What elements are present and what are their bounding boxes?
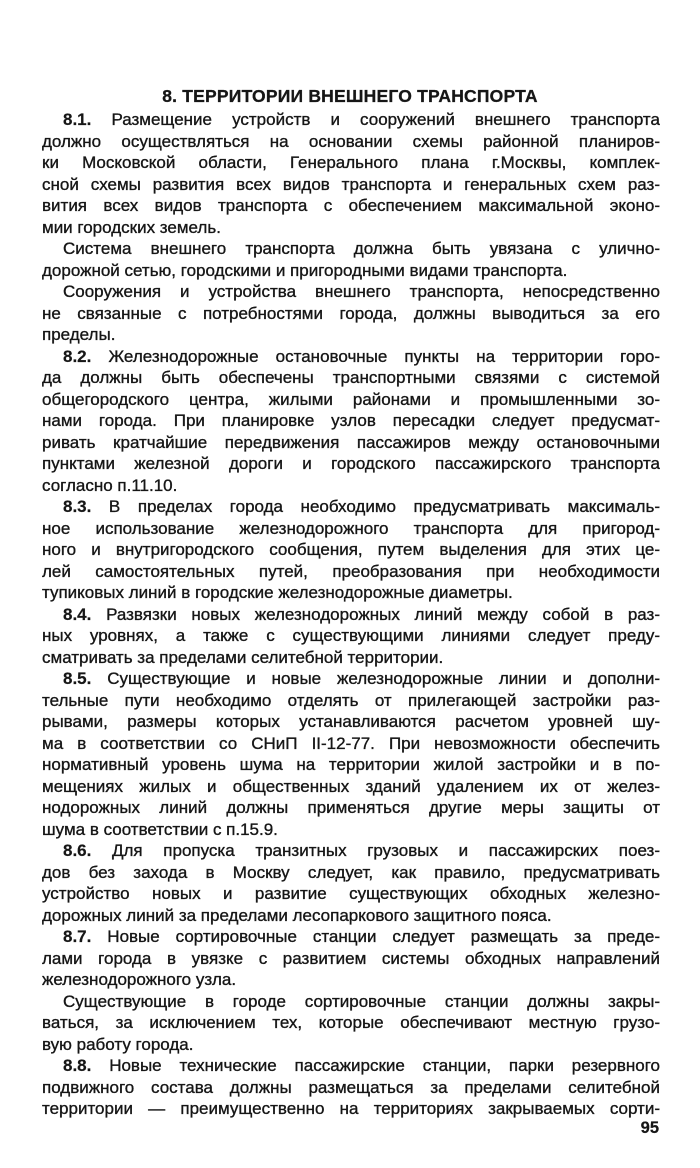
section-number: 8.3. bbox=[63, 497, 92, 516]
text-line: дов без захода в Москву следует, как правило, предусматривать bbox=[42, 862, 660, 882]
paragraph bbox=[42, 238, 660, 281]
text-line: рывами, размеры которых устанавливаются расчетом уровней шу- bbox=[42, 712, 660, 731]
text-line: ма в соответствии со СНиП II-12-77. При невозможности обеспечить bbox=[42, 733, 660, 753]
text-line: лами города в увязке с развитием системы обходных направлений bbox=[42, 948, 660, 968]
text-line: нормативный уровень шума на территории жилой застройки и в по- bbox=[42, 755, 660, 774]
text-line: устройство новых и развитие существующих обходных железно- bbox=[42, 884, 660, 903]
text-line: сной схемы развития всех видов транспорта и генеральных схем раз- bbox=[42, 174, 660, 194]
text-line: ное использование железнодорожного транспорта для пригород- bbox=[42, 518, 660, 538]
text-line: вития всех видов транспорта с обеспечением максимальной эконо- bbox=[42, 196, 660, 215]
paragraph bbox=[42, 1055, 660, 1120]
text-line: 8.2. Железнодорожные остановочные пункты на территории горо- bbox=[63, 346, 660, 366]
text-line: ного и внутригородского сообщения, путем выделения для этих це- bbox=[42, 540, 660, 559]
text-line: дорожных линий за пределами лесопаркового защитного пояса. bbox=[42, 905, 552, 925]
text-line: нами города. При планировке узлов пересадки следует предусмат- bbox=[42, 411, 660, 430]
text-line: шума в соответствии с п.15.9. bbox=[42, 819, 278, 839]
document-body bbox=[42, 109, 660, 1120]
text-line: Сооружения и устройства внешнего транспорта, непосредственно bbox=[63, 282, 660, 301]
section-number: 8.7. bbox=[63, 927, 92, 946]
text-line: 8.3. В пределах города необходимо предусматривать максималь- bbox=[63, 497, 660, 516]
text-line: ривать кратчайшие передвижения пассажиров между остановочными bbox=[42, 432, 660, 452]
section-number: 8.8. bbox=[63, 1056, 92, 1075]
text-line: мещениях жилых и общественных зданий удалением их от желез- bbox=[42, 776, 660, 796]
text-line: не связанные с потребностями города, должны выводиться за его bbox=[42, 303, 660, 323]
paragraph bbox=[42, 346, 660, 497]
paragraph bbox=[42, 926, 660, 991]
text-line: 8.5. Существующие и новые железнодорожные линии и дополни- bbox=[63, 669, 660, 688]
text-line: сматривать за пределами селитебной территории. bbox=[42, 647, 444, 667]
text-line: Система внешнего транспорта должна быть увязана с улично- bbox=[63, 239, 660, 258]
text-line: тупиковых линий в городские железнодорожные диаметры. bbox=[42, 583, 513, 602]
text-line: 8.6. Для пропуска транзитных грузовых и пассажирских поез- bbox=[63, 841, 660, 860]
text-line: лей самостоятельных путей, преобразования при необходимости bbox=[42, 561, 660, 581]
text-line: 8.7. Новые сортировочные станции следует размещать за преде- bbox=[63, 927, 660, 946]
text-line: нодорожных линий должны применяться другие меры защиты от bbox=[42, 798, 660, 817]
paragraph bbox=[42, 840, 660, 926]
text-line: 8.1. Размещение устройств и сооружений внешнего транспорта bbox=[63, 110, 660, 129]
text-line: вую работу города. bbox=[42, 1034, 194, 1054]
paragraph bbox=[42, 991, 660, 1056]
paragraph bbox=[42, 496, 660, 604]
section-number: 8.6. bbox=[63, 841, 92, 860]
text-line: ных уровнях, а также с существующими линиями следует преду- bbox=[42, 626, 660, 645]
paragraph bbox=[42, 604, 660, 669]
text-line: дорожной сетью, городскими и пригородными видами транспорта. bbox=[42, 260, 568, 280]
text-line: пунктами железной дороги и городского пассажирского транспорта bbox=[42, 454, 660, 473]
text-line: общегородского центра, жилыми районами и промышленными зо- bbox=[42, 389, 660, 409]
paragraph bbox=[42, 109, 660, 238]
text-line: 8.8. Новые технические пассажирские станции, парки резервного bbox=[63, 1056, 660, 1075]
text-line: должно осуществляться на основании схемы районной планиров- bbox=[42, 131, 660, 151]
section-number: 8.1. bbox=[63, 110, 92, 129]
text-line: подвижного состава должны размещаться за пределами селитебной bbox=[42, 1077, 660, 1097]
paragraph bbox=[42, 668, 660, 840]
page-title: 8. ТЕРРИТОРИИ ВНЕШНЕГО ТРАНСПОРТА bbox=[162, 85, 538, 106]
text-line: тельные пути необходимо отделять от прилегающей застройки раз- bbox=[42, 690, 660, 710]
text-line: пределы. bbox=[42, 325, 116, 344]
paragraph bbox=[42, 281, 660, 346]
text-line: ки Московской области, Генерального плана г.Москвы, комплек- bbox=[42, 153, 660, 172]
text-line: территории — преимущественно на территориях закрываемых сорти- bbox=[42, 1099, 660, 1118]
text-line: согласно п.11.10. bbox=[42, 475, 178, 495]
section-number: 8.4. bbox=[63, 604, 92, 624]
section-number: 8.5. bbox=[63, 669, 92, 688]
text-line: 8.4. Развязки новых железнодорожных линий между собой в раз- bbox=[63, 604, 660, 624]
section-number: 8.2. bbox=[63, 346, 92, 366]
page-number: 95 bbox=[640, 1119, 659, 1137]
text-line: железнодорожного узла. bbox=[42, 970, 237, 989]
text-line: мии городских земель. bbox=[42, 217, 221, 237]
text-line: ваться, за исключением тех, которые обеспечивают местную грузо- bbox=[42, 1013, 660, 1032]
text-line: да должны быть обеспечены транспортными связями с системой bbox=[42, 368, 660, 387]
text-line: Существующие в городе сортировочные станции должны закры- bbox=[63, 991, 660, 1011]
